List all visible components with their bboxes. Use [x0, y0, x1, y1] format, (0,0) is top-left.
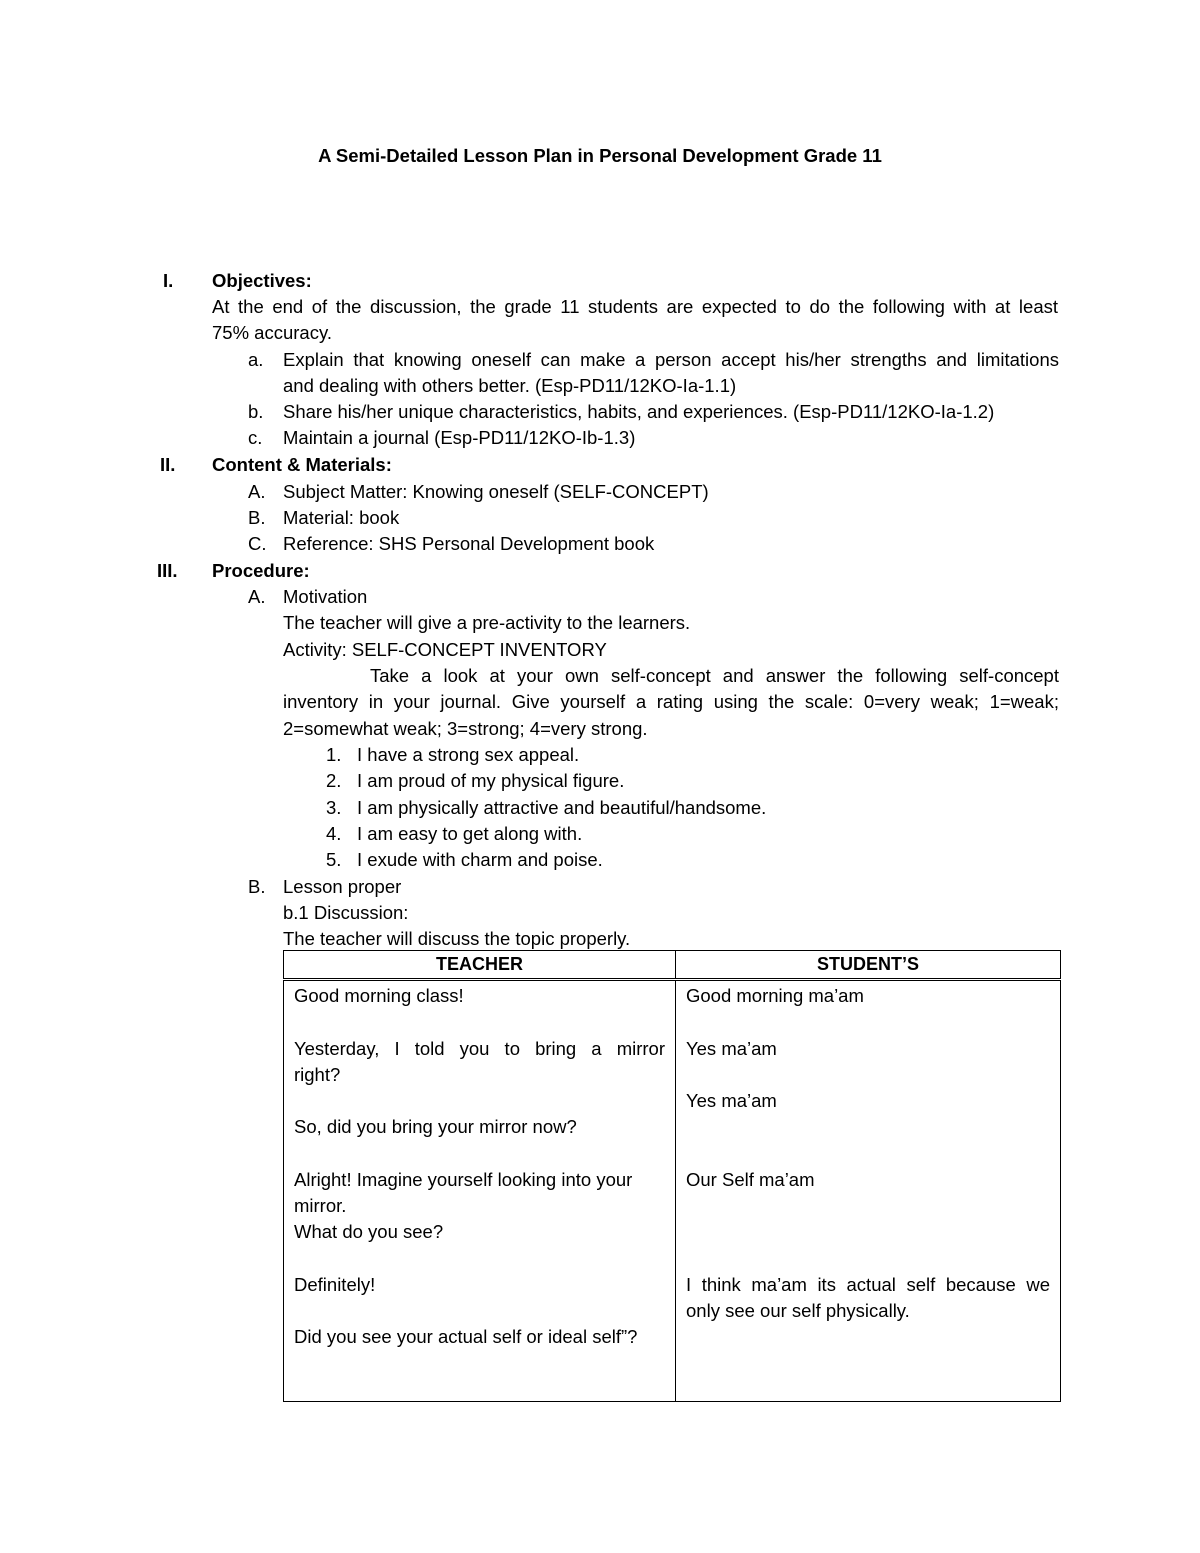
student-line: I think ma’am its actual self because we	[686, 1274, 1050, 1295]
discussion-line1: The teacher will discuss the topic properly.	[283, 928, 631, 949]
objective-a-line2: and dealing with others better. (Esp-PD11/12KO-Ia-1.1)	[283, 375, 737, 396]
section-heading-objectives: Objectives:	[212, 270, 312, 291]
inventory-num-3: 3.	[326, 797, 342, 818]
motivation-para-line3: 2=somewhat weak; 3=strong; 4=very strong.	[283, 718, 648, 739]
document-title: A Semi-Detailed Lesson Plan in Personal Development Grade 11	[318, 145, 882, 166]
motivation-line1: The teacher will give a pre-activity to the learners.	[283, 612, 691, 633]
teacher-line: mirror.	[294, 1195, 347, 1216]
section-numeral-objectives: I.	[163, 270, 174, 291]
content-reference: Reference: SHS Personal Development book	[283, 533, 655, 554]
objective-marker-b: b.	[248, 401, 264, 422]
objective-marker-c: c.	[248, 427, 263, 448]
section-numeral-content: II.	[160, 454, 176, 475]
lesson-proper-label: Lesson proper	[283, 876, 402, 897]
objective-a-line1: Explain that knowing oneself can make a person accept his/her strengths and limitations	[283, 349, 1059, 370]
objectives-intro-line1: At the end of the discussion, the grade 11 students are expected to do the following with at least	[212, 296, 1058, 317]
motivation-para-line2: inventory in your journal. Give yourself a rating using the scale: 0=very weak; 1=weak;	[283, 691, 1059, 712]
student-line: Our Self ma’am	[686, 1169, 815, 1190]
teacher-line: right?	[294, 1064, 341, 1085]
student-line: Yes ma’am	[686, 1090, 777, 1111]
student-line: only see our self physically.	[686, 1300, 910, 1321]
student-line: Yes ma’am	[686, 1038, 777, 1059]
objective-c-line1: Maintain a journal (Esp-PD11/12KO-Ib-1.3)	[283, 427, 636, 448]
header-students: STUDENT’S	[676, 951, 1061, 980]
inventory-num-5: 5.	[326, 849, 342, 870]
content-subject-matter: Subject Matter: Knowing oneself (SELF-CONCEPT)	[283, 481, 709, 502]
student-cell	[676, 980, 1061, 1402]
section-heading-procedure: Procedure:	[212, 560, 310, 581]
teacher-line: Good morning class!	[294, 985, 464, 1006]
teacher-line: Alright! Imagine yourself looking into your	[294, 1169, 633, 1190]
motivation-para-line1: Take a look at your own self-concept and answer the following self-concept	[370, 665, 1059, 686]
teacher-line: Did you see your actual self or ideal self”?	[294, 1326, 638, 1347]
motivation-activity: Activity: SELF-CONCEPT INVENTORY	[283, 639, 607, 660]
inventory-item-1: I have a strong sex appeal.	[357, 744, 580, 765]
objective-marker-a: a.	[248, 349, 264, 370]
procedure-marker-a: A.	[248, 586, 266, 607]
content-marker-c: C.	[248, 533, 267, 554]
inventory-item-3: I am physically attractive and beautiful/handsome.	[357, 797, 767, 818]
discussion-label: b.1 Discussion:	[283, 902, 409, 923]
objective-b-line1: Share his/her unique characteristics, habits, and experiences. (Esp-PD11/12KO-Ia-1.2)	[283, 401, 995, 422]
inventory-num-1: 1.	[326, 744, 342, 765]
procedure-marker-b: B.	[248, 876, 266, 897]
header-teacher: TEACHER	[284, 951, 676, 980]
teacher-line: So, did you bring your mirror now?	[294, 1116, 577, 1137]
table-row	[284, 980, 1061, 1402]
teacher-line: Definitely!	[294, 1274, 376, 1295]
teacher-line: Yesterday, I told you to bring a mirror	[294, 1038, 665, 1059]
inventory-item-2: I am proud of my physical figure.	[357, 770, 625, 791]
motivation-label: Motivation	[283, 586, 368, 607]
inventory-num-2: 2.	[326, 770, 342, 791]
content-material: Material: book	[283, 507, 400, 528]
table-header-row	[284, 951, 1061, 980]
objectives-intro-line2: 75% accuracy.	[212, 322, 332, 343]
dialog-table	[283, 950, 1061, 1402]
teacher-cell	[284, 980, 676, 1402]
section-numeral-procedure: III.	[157, 560, 178, 581]
inventory-num-4: 4.	[326, 823, 342, 844]
inventory-item-5: I exude with charm and poise.	[357, 849, 603, 870]
content-marker-a: A.	[248, 481, 266, 502]
section-heading-content: Content & Materials:	[212, 454, 392, 475]
teacher-line: What do you see?	[294, 1221, 444, 1242]
student-line: Good morning ma’am	[686, 985, 864, 1006]
inventory-item-4: I am easy to get along with.	[357, 823, 583, 844]
content-marker-b: B.	[248, 507, 266, 528]
